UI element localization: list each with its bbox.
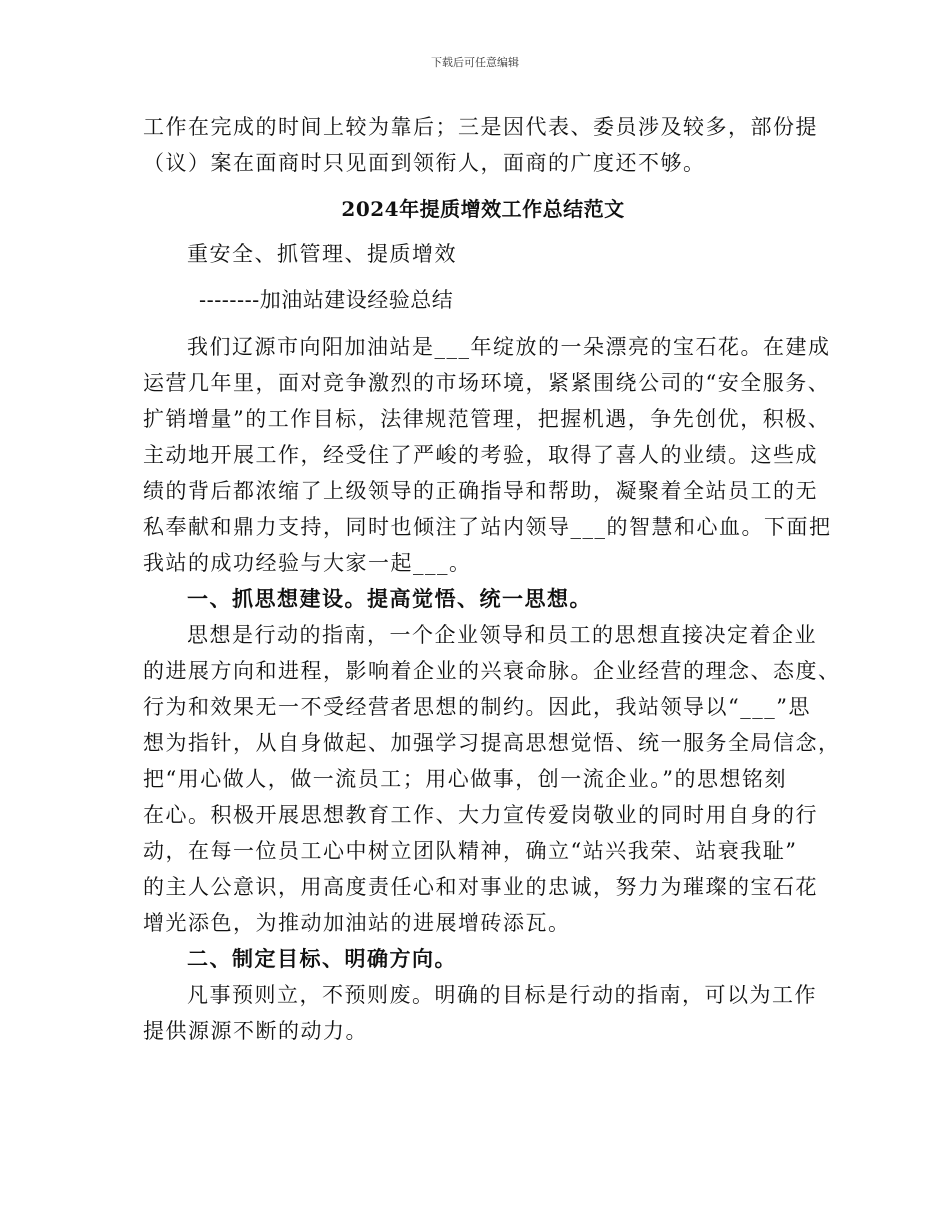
paragraph-3-line: 提供源源不断的动力。 — [143, 1019, 368, 1043]
paragraph-2-line: 的主人公意识，用高度责任心和对事业的忠诚，努力为璀璨的宝石花 — [143, 875, 818, 899]
paragraph-2-line: 把“用心做人，做一流员工；用心做事，创一流企业。”的思想铭刻 — [143, 767, 787, 791]
document-body — [143, 109, 841, 1049]
paragraph-2-line: 行为和效果无一不受经营者思想的制约。因此，我站领导以“___”思 — [143, 695, 811, 719]
subtitle-2: --------加油站建设经验总结 — [199, 288, 454, 312]
paragraph-2-line: 的进展方向和进程，影响着企业的兴衰命脉。企业经营的理念、态度、 — [143, 659, 841, 683]
page-header: 下载后可任意编辑 — [431, 56, 519, 69]
paragraph-1-line: 运营几年里，面对竞争激烈的市场环境，紧紧围绕公司的“安全服务、 — [143, 371, 831, 395]
paragraph-1-line: 主动地开展工作，经受住了严峻的考验，取得了喜人的业绩。这些成 — [143, 443, 818, 467]
section-heading-2: 二、制定目标、明确方向。 — [187, 946, 457, 971]
paragraph-2-line: 在心。积极开展思想教育工作、大力宣传爱岗敬业的同时用自身的行 — [143, 803, 818, 827]
paragraph-1-line: 私奉献和鼎力支持，同时也倾注了站内领导___的智慧和心血。下面把 — [143, 515, 832, 539]
paragraph-1-line: 我们辽源市向阳加油站是___年绽放的一朵漂亮的宝石花。在建成 — [187, 335, 831, 359]
paragraph-1-line: 扩销增量”的工作目标，法律规范管理，把握机遇，争先创优，积极、 — [143, 407, 831, 431]
paragraph-2-line: 想为指针，从自身做起、加强学习提高思想觉悟、统一服务全局信念， — [143, 731, 841, 755]
paragraph-1-line: 绩的背后都浓缩了上级领导的正确指导和帮助，凝聚着全站员工的无 — [143, 479, 818, 503]
paragraph-2-line: 思想是行动的指南，一个企业领导和员工的思想直接决定着企业 — [187, 623, 817, 647]
intro-line-2: （议）案在面商时只见面到领衔人，面商的广度还不够。 — [143, 151, 706, 175]
document-title: 2024年提质增效工作总结范文 — [341, 197, 625, 221]
subtitle: 重安全、抓管理、提质增效 — [187, 242, 457, 266]
intro-line-1: 工作在完成的时间上较为靠后；三是因代表、委员涉及较多，部份提 — [143, 115, 818, 139]
paragraph-1-line: 我站的成功经验与大家一起___。 — [143, 551, 472, 575]
paragraph-3-line: 凡事预则立，不预则废。明确的目标是行动的指南，可以为工作 — [187, 983, 817, 1007]
section-heading-1: 一、抓思想建设。提高觉悟、统一思想。 — [187, 586, 592, 611]
paragraph-2-line: 增光添色，为推动加油站的进展增砖添瓦。 — [143, 911, 571, 935]
paragraph-2-line: 动，在每一位员工心中树立团队精神，确立“站兴我荣、站衰我耻” — [143, 839, 798, 863]
